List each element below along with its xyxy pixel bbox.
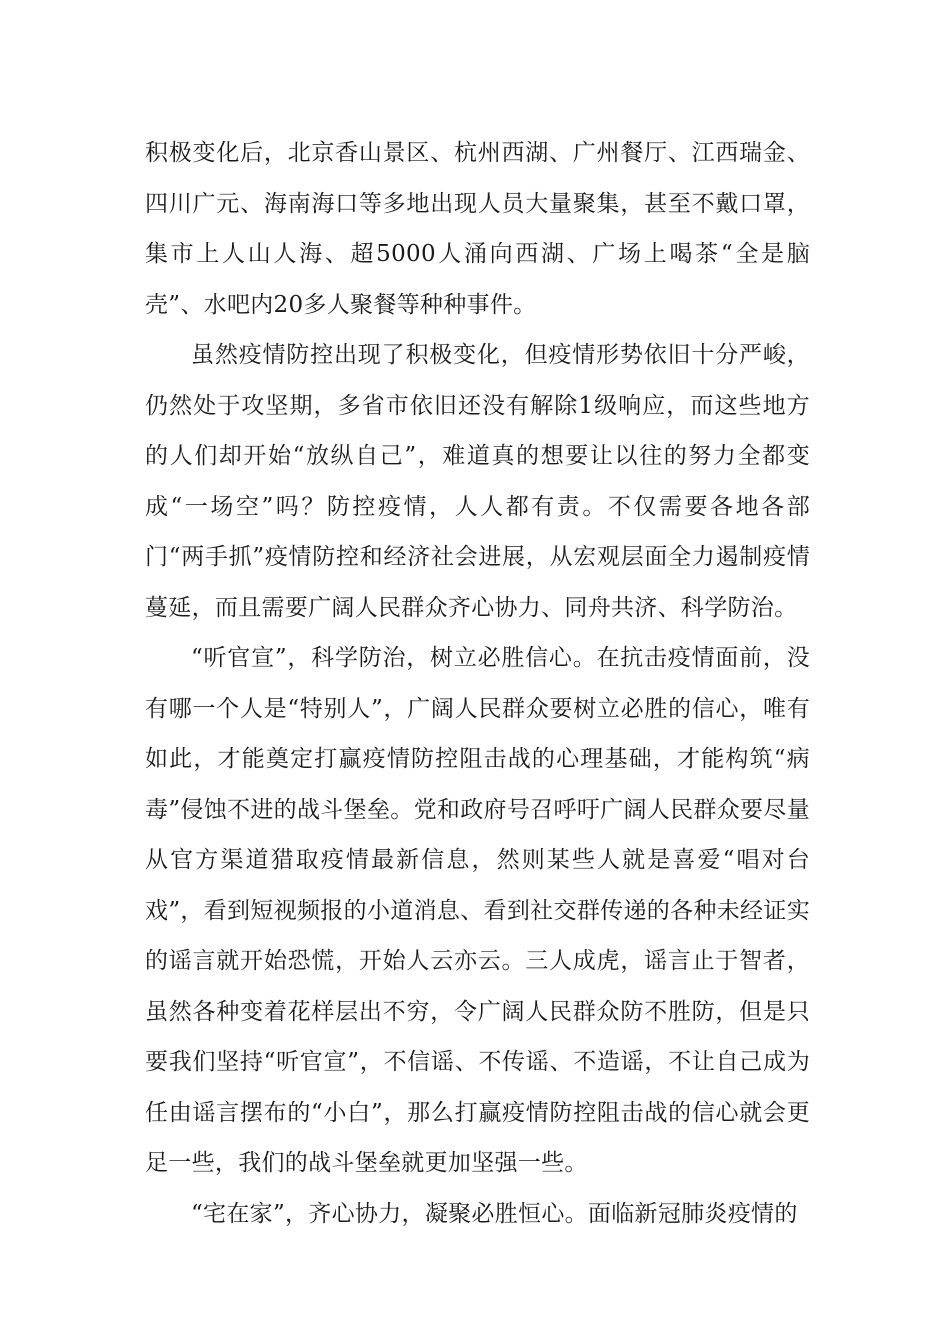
document-body — [145, 128, 810, 1239]
paragraph: 虽然疫情防控出现了积极变化，但疫情形势依旧十分严峻，仍然处于攻坚期，多省市依旧还没有解除1级响应，而这些地方的人们却开始“放纵自己”，难道真的想要让以往的努力全都变成“一场空”吗？防控疫情，人人都有责。不仅需要各地各部门“两手抓”疫情防控和经济社会进展，从宏观层面全力遏制疫情蔓延，而且需要广阔人民群众齐心协力、同舟共济、科学防治。 — [145, 342, 810, 621]
paragraph: “听官宣”，科学防治，树立必胜信心。在抗击疫情面前，没有哪一个人是“特别人”，广阔人民群众要树立必胜的信心，唯有如此，才能奠定打赢疫情防控阻击战的心理基础，才能构筑“病毒”侵蚀不进的战斗堡垒。党和政府号召呼吁广阔人民群众要尽量从官方渠道猎取疫情最新信息，然则某些人就是喜爱“唱对台戏”，看到短视频报的小道消息、看到社交群传递的各种未经证实的谣言就开始恐慌，开始人云亦云。三人成虎，谣言止于智者，虽然各种变着花样层出不穷，令广阔人民群众防不胜防，但是只要我们坚持“听官宣”，不信谣、不传谣、不造谣，不让自己成为任由谣言摆布的“小白”，那么打赢疫情防控阻击战的信心就会更足一些，我们的战斗堡垒就更加坚强一些。 — [145, 645, 810, 1176]
paragraph: “宅在家”，齐心协力，凝聚必胜恒心。面临新冠肺炎疫情的 — [191, 1200, 798, 1227]
paragraph-continued: 积极变化后，北京香山景区、杭州西湖、广州餐厅、江西瑞金、四川广元、海南海口等多地出现人员大量聚集，甚至不戴口罩，集市上人山人海、超5000人涌向西湖、广场上喝茶“全是脑壳”、水吧内20多人聚餐等种种事件。 — [145, 140, 810, 318]
